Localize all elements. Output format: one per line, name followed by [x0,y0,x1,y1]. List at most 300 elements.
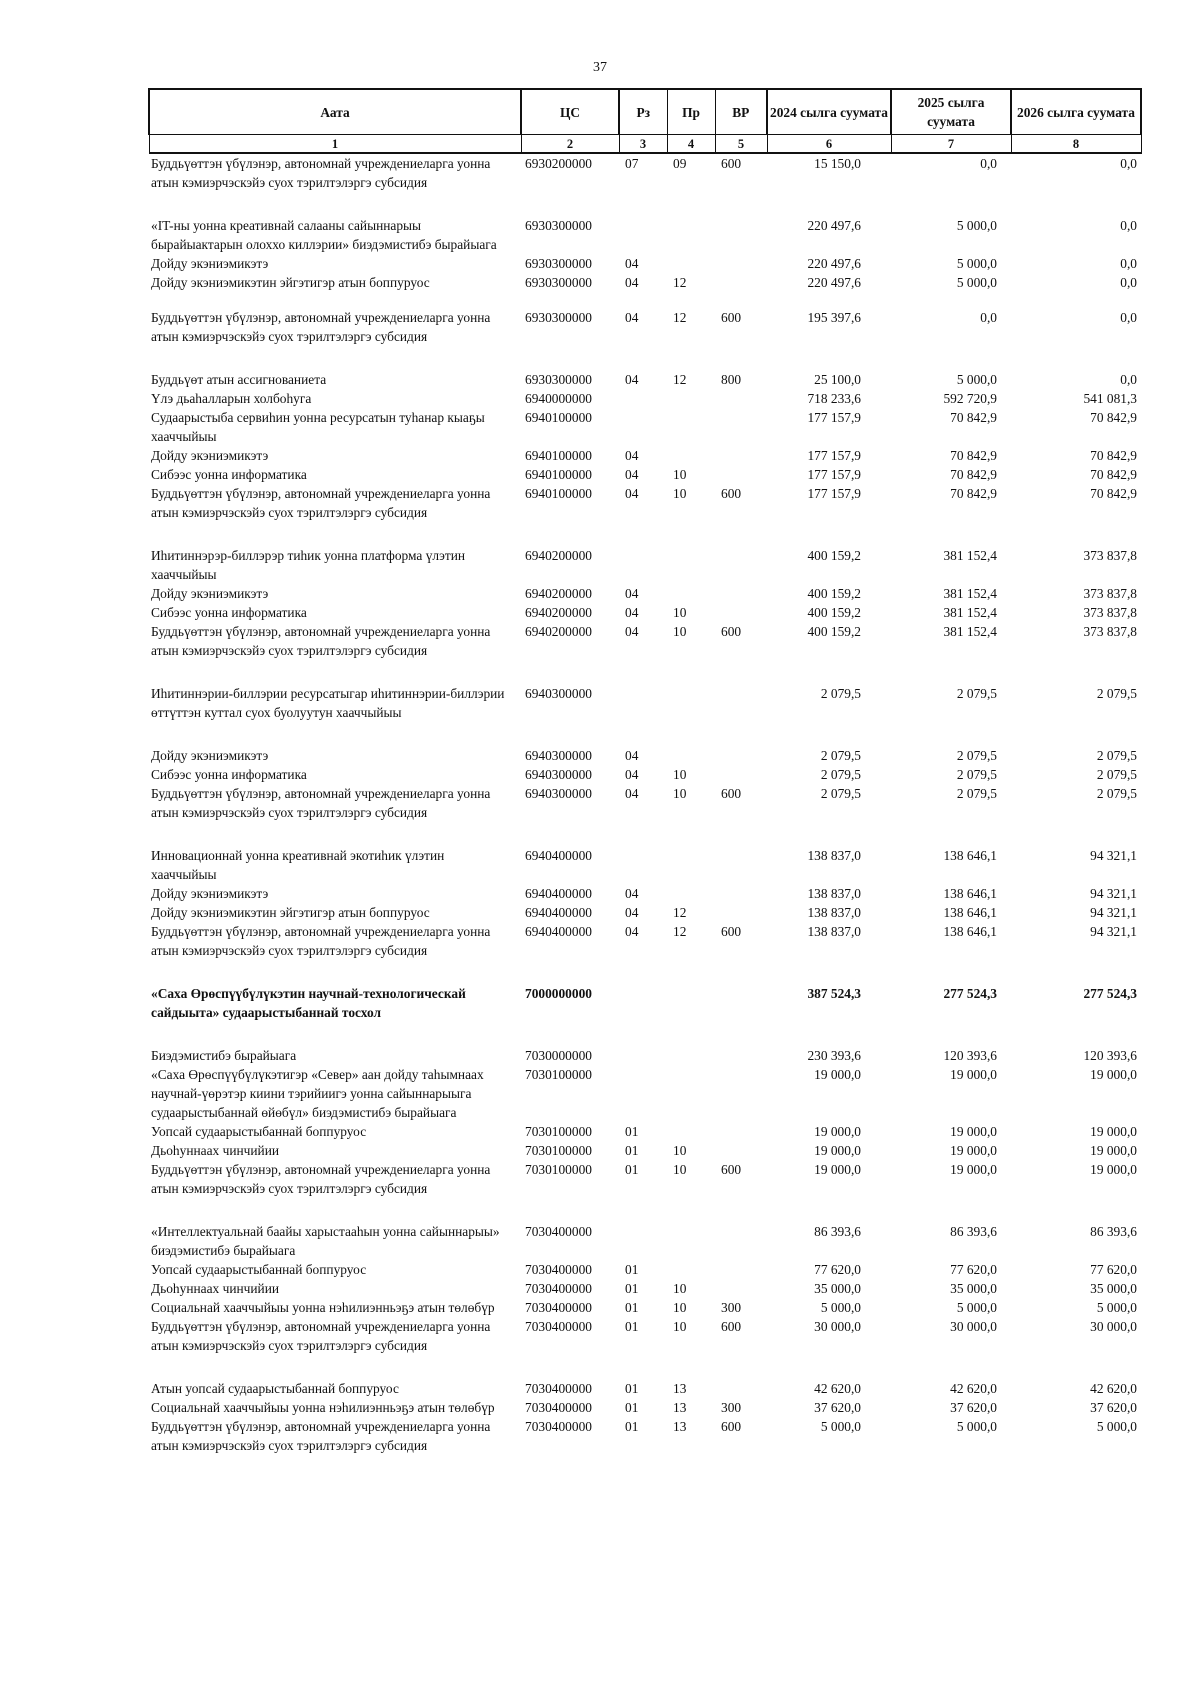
row-name: Буддьүөттэн үбүлэнэр, автономнай учреждениеларга уонна атын кэмиэрчэскэйэ суох тэрилтэлэргэ субсидия [151,486,491,520]
row-vr-code: 600 [721,156,742,171]
table-header [149,89,1141,153]
table-row [149,984,1141,1022]
row-cs-code: 6940200000 [525,605,592,620]
row-cs-code: 6930300000 [525,275,592,290]
row-amount-2024: 220 497,6 [807,275,861,290]
row-amount-2025: 70 842,9 [950,410,997,425]
row-cs-code: 7000000000 [525,986,592,1001]
row-spacer-cell [149,722,1141,746]
row-pr-code: 10 [673,467,687,482]
row-amount-2025: 30 000,0 [950,1319,997,1334]
row-amount-2026: 373 837,8 [1083,605,1137,620]
row-amount-2024: 35 000,0 [814,1281,861,1296]
row-vr-code: 600 [721,624,742,639]
row-pr-code: 12 [673,310,687,325]
row-name: «Саха Өрөспүүбүлүкэтин научнай-технологическай сайдыыта» судаарыстыбаннай тосхол [151,986,466,1020]
row-amount-2024: 19 000,0 [814,1067,861,1082]
row-pr-code [667,408,715,446]
row-amount-2024: 19 000,0 [814,1143,861,1158]
table-row [149,784,1141,822]
table-body [149,153,1141,1455]
row-amount-2026: 373 837,8 [1083,624,1137,639]
row-name: Сибээс уонна информатика [151,605,307,620]
row-amount-2025: 138 646,1 [943,848,997,863]
row-name: «Интеллектуальнай баайы харыстааһын уонна сайыннарыы» биэдэмистибэ бырайыага [151,1224,500,1258]
row-amount-2026: 19 000,0 [1090,1162,1137,1177]
column-number: 1 [149,135,521,154]
table-row [149,1160,1141,1198]
row-vr-code [715,984,767,1022]
column-number: 3 [619,135,667,154]
row-cs-code: 6940300000 [525,767,592,782]
row-amount-2025: 381 152,4 [943,624,997,639]
row-cs-code: 6940200000 [525,586,592,601]
row-amount-2025: 2 079,5 [956,786,997,801]
row-pr-code [667,584,715,603]
row-vr-code: 600 [721,924,742,939]
row-name: Буддьүөттэн үбүлэнэр, автономнай учреждениеларга уонна атын кэмиэрчэскэйэ суох тэрилтэлэргэ субсидия [151,1419,491,1453]
row-name: Буддьүөттэн үбүлэнэр, автономнай учреждениеларга уонна атын кэмиэрчэскэйэ суох тэрилтэлэргэ субсидия [151,1162,491,1196]
table-row [149,765,1141,784]
row-cs-code: 7030400000 [525,1419,592,1434]
row-amount-2025: 5 000,0 [956,1419,997,1434]
row-amount-2026: 70 842,9 [1090,486,1137,501]
row-spacer [149,292,1141,308]
row-name: «Саха Өрөспүүбүлүкэтигэр «Север» аан дойду таһымнаах научнай-үөрэтэр киини тэрийиигэ уонна сайыннарыыга судаарыстыбаннай өйөбүл» биэдэмистибэ бырайыага [151,1067,484,1120]
row-pr-code [667,389,715,408]
row-amount-2024: 86 393,6 [814,1224,861,1239]
row-pr-code [667,1046,715,1065]
row-amount-2026: 94 321,1 [1090,886,1137,901]
table-row [149,546,1141,584]
row-name: Үлэ дьаһалларын холбоһуга [151,391,312,406]
row-rz-code: 01 [625,1143,639,1158]
row-rz-code: 01 [625,1262,639,1277]
row-amount-2026: 19 000,0 [1090,1124,1137,1139]
table-row [149,1222,1141,1260]
header-cs: ЦС [521,89,619,135]
row-cs-code: 7030400000 [525,1400,592,1415]
row-cs-code: 6940400000 [525,848,592,863]
row-amount-2024: 177 157,9 [807,467,861,482]
row-name: Уопсай судаарыстыбаннай боппуруос [151,1262,367,1277]
row-cs-code: 6940100000 [525,410,592,425]
row-rz-code: 04 [625,786,639,801]
row-amount-2026: 0,0 [1120,275,1137,290]
row-amount-2024: 5 000,0 [820,1300,861,1315]
row-amount-2024: 230 393,6 [807,1048,861,1063]
row-amount-2026: 277 524,3 [1083,986,1137,1001]
row-cs-code: 6940400000 [525,905,592,920]
row-rz-code: 04 [625,256,639,271]
row-pr-code: 12 [673,905,687,920]
column-number: 5 [715,135,767,154]
row-cs-code: 6940400000 [525,886,592,901]
row-name: Социальнай хааччыйыы уонна нэһилиэнньэҕэ атын төлөбүр [151,1300,495,1315]
row-rz-code [619,684,667,722]
row-vr-code: 600 [721,1319,742,1334]
table-row [149,584,1141,603]
row-amount-2024: 400 159,2 [807,586,861,601]
page-number: 37 [593,60,607,75]
column-number: 8 [1011,135,1141,154]
row-amount-2025: 0,0 [980,310,997,325]
row-cs-code: 6940300000 [525,748,592,763]
row-amount-2026: 5 000,0 [1096,1419,1137,1434]
row-amount-2026: 373 837,8 [1083,586,1137,601]
row-rz-code [619,546,667,584]
row-pr-code: 10 [673,624,687,639]
row-vr-code [715,1065,767,1122]
row-amount-2026: 120 393,6 [1083,1048,1137,1063]
row-amount-2025: 42 620,0 [950,1381,997,1396]
table-row [149,484,1141,522]
row-rz-code: 04 [625,486,639,501]
table-row [149,603,1141,622]
row-rz-code: 04 [625,748,639,763]
row-name: Биэдэмистибэ бырайыага [151,1048,297,1063]
row-name: Буддьүөттэн үбүлэнэр, автономнай учреждениеларга уонна атын кэмиэрчэскэйэ суох тэрилтэлэргэ субсидия [151,786,491,820]
row-amount-2026: 0,0 [1120,372,1137,387]
row-vr-code [715,1279,767,1298]
row-name: Дьоһуннаах чинчийии [151,1143,280,1158]
table-row [149,1065,1141,1122]
table-row [149,1046,1141,1065]
table-row [149,684,1141,722]
table-row [149,408,1141,446]
row-name: Инновационнай уонна креативнай экотиһик үлэтин хааччыйыы [151,848,445,882]
row-amount-2025: 2 079,5 [956,686,997,701]
row-spacer-cell [149,346,1141,370]
row-amount-2024: 2 079,5 [820,786,861,801]
row-spacer [149,722,1141,746]
header-2026: 2026 сылга суумата [1011,89,1141,135]
header-pr: Пр [667,89,715,135]
row-rz-code: 04 [625,586,639,601]
row-amount-2025: 70 842,9 [950,486,997,501]
row-amount-2025: 592 720,9 [943,391,997,406]
row-spacer [149,660,1141,684]
row-spacer-cell [149,292,1141,308]
row-rz-code: 04 [625,310,639,325]
row-amount-2025: 19 000,0 [950,1143,997,1158]
row-rz-code: 01 [625,1300,639,1315]
row-vr-code: 600 [721,486,742,501]
row-amount-2024: 2 079,5 [820,686,861,701]
row-cs-code: 7030400000 [525,1381,592,1396]
header-vr: ВР [715,89,767,135]
row-vr-code [715,273,767,292]
row-pr-code [667,684,715,722]
row-amount-2025: 19 000,0 [950,1124,997,1139]
row-cs-code: 7030400000 [525,1281,592,1296]
table-row [149,884,1141,903]
row-pr-code: 10 [673,1319,687,1334]
row-rz-code: 01 [625,1281,639,1296]
row-cs-code: 6930300000 [525,256,592,271]
row-vr-code [715,1260,767,1279]
row-spacer [149,1198,1141,1222]
row-spacer-cell [149,1022,1141,1046]
row-rz-code: 01 [625,1419,639,1434]
row-amount-2026: 35 000,0 [1090,1281,1137,1296]
row-amount-2026: 77 620,0 [1090,1262,1137,1277]
row-pr-code [667,884,715,903]
table-row [149,622,1141,660]
row-vr-code [715,1122,767,1141]
row-amount-2025: 5 000,0 [956,275,997,290]
row-spacer [149,822,1141,846]
row-pr-code: 10 [673,1143,687,1158]
table-row [149,1298,1141,1317]
row-amount-2026: 86 393,6 [1090,1224,1137,1239]
row-pr-code: 10 [673,1281,687,1296]
row-rz-code: 04 [625,467,639,482]
table-row [149,1122,1141,1141]
row-amount-2025: 5 000,0 [956,372,997,387]
row-amount-2025: 2 079,5 [956,748,997,763]
header-2025: 2025 сылга суумата [891,89,1011,135]
row-amount-2024: 138 837,0 [807,886,861,901]
row-pr-code: 10 [673,486,687,501]
row-vr-code [715,446,767,465]
row-amount-2024: 77 620,0 [814,1262,861,1277]
row-pr-code [667,846,715,884]
table-row [149,254,1141,273]
row-amount-2024: 387 524,3 [807,986,861,1001]
row-vr-code [715,765,767,784]
row-rz-code: 01 [625,1381,639,1396]
row-pr-code [667,254,715,273]
row-vr-code: 600 [721,1419,742,1434]
row-vr-code [715,254,767,273]
row-cs-code: 6940200000 [525,548,592,563]
row-spacer [149,960,1141,984]
row-pr-code [667,1222,715,1260]
row-cs-code: 7030100000 [525,1067,592,1082]
row-pr-code [667,446,715,465]
table-row [149,370,1141,389]
row-amount-2025: 86 393,6 [950,1224,997,1239]
row-amount-2024: 15 150,0 [814,156,861,171]
row-amount-2025: 381 152,4 [943,586,997,601]
row-vr-code: 600 [721,1162,742,1177]
row-name: Атын уопсай судаарыстыбаннай боппуруос [151,1381,399,1396]
row-amount-2024: 37 620,0 [814,1400,861,1415]
row-cs-code: 7030100000 [525,1124,592,1139]
row-amount-2026: 0,0 [1120,310,1137,325]
row-name: Сибээс уонна информатика [151,467,307,482]
row-amount-2026: 0,0 [1120,156,1137,171]
row-vr-code [715,1379,767,1398]
row-name: Судаарыстыба сервиһин уонна ресурсатын туһанар кыаҕы хааччыйыы [151,410,485,444]
row-rz-code: 01 [625,1319,639,1334]
row-rz-code: 04 [625,448,639,463]
row-vr-code [715,1046,767,1065]
row-rz-code [619,216,667,254]
row-vr-code [715,684,767,722]
row-amount-2026: 94 321,1 [1090,905,1137,920]
row-spacer-cell [149,660,1141,684]
row-name: Буддьүөттэн үбүлэнэр, автономнай учреждениеларга уонна атын кэмиэрчэскэйэ суох тэрилтэлэргэ субсидия [151,310,491,344]
row-cs-code: 6940200000 [525,624,592,639]
row-spacer-cell [149,960,1141,984]
row-pr-code: 10 [673,1162,687,1177]
row-rz-code [619,408,667,446]
row-name: Сибээс уонна информатика [151,767,307,782]
row-amount-2025: 5 000,0 [956,218,997,233]
row-amount-2026: 19 000,0 [1090,1067,1137,1082]
row-amount-2026: 2 079,5 [1096,767,1137,782]
row-vr-code: 300 [721,1400,742,1415]
row-cs-code: 6940000000 [525,391,592,406]
row-amount-2024: 25 100,0 [814,372,861,387]
row-cs-code: 7030400000 [525,1300,592,1315]
row-rz-code: 04 [625,905,639,920]
row-vr-code [715,746,767,765]
table-row [149,446,1141,465]
row-name: Дойду экэниэмикэтэ [151,448,269,463]
row-amount-2026: 19 000,0 [1090,1143,1137,1158]
row-amount-2024: 138 837,0 [807,924,861,939]
header-rz: Рз [619,89,667,135]
row-cs-code: 6940100000 [525,486,592,501]
row-name: Буддьүөттэн үбүлэнэр, автономнай учреждениеларга уонна атын кэмиэрчэскэйэ суох тэрилтэлэргэ субсидия [151,1319,491,1353]
row-rz-code [619,1065,667,1122]
row-amount-2025: 5 000,0 [956,256,997,271]
table-row [149,1379,1141,1398]
row-pr-code: 13 [673,1419,687,1434]
row-name: Иһитиннэрэр-биллэрэр тиһик уонна платформа үлэтин хааччыйыы [151,548,466,582]
row-name: Дойду экэниэмикэтэ [151,748,269,763]
row-amount-2025: 37 620,0 [950,1400,997,1415]
row-pr-code: 09 [673,156,687,171]
row-cs-code: 6930300000 [525,372,592,387]
row-rz-code: 04 [625,372,639,387]
row-cs-code: 7030400000 [525,1262,592,1277]
row-amount-2024: 220 497,6 [807,256,861,271]
row-rz-code: 04 [625,605,639,620]
row-cs-code: 7030000000 [525,1048,592,1063]
row-cs-code: 6940300000 [525,686,592,701]
row-amount-2024: 177 157,9 [807,486,861,501]
row-amount-2026: 0,0 [1120,256,1137,271]
row-amount-2026: 541 081,3 [1083,391,1137,406]
row-amount-2025: 19 000,0 [950,1162,997,1177]
row-rz-code [619,846,667,884]
row-pr-code: 12 [673,275,687,290]
row-rz-code: 04 [625,767,639,782]
row-amount-2025: 138 646,1 [943,924,997,939]
row-pr-code [667,546,715,584]
row-vr-code [715,465,767,484]
row-amount-2024: 220 497,6 [807,218,861,233]
row-amount-2026: 0,0 [1120,218,1137,233]
row-pr-code [667,216,715,254]
table-row [149,1317,1141,1355]
table-row [149,846,1141,884]
row-pr-code [667,1260,715,1279]
row-amount-2025: 120 393,6 [943,1048,997,1063]
row-amount-2025: 381 152,4 [943,548,997,563]
row-cs-code: 6940400000 [525,924,592,939]
row-amount-2025: 277 524,3 [943,986,997,1001]
row-amount-2026: 2 079,5 [1096,686,1137,701]
row-amount-2024: 718 233,6 [807,391,861,406]
row-name: Уопсай судаарыстыбаннай боппуруос [151,1124,367,1139]
row-rz-code: 01 [625,1162,639,1177]
row-amount-2024: 195 397,6 [807,310,861,325]
row-spacer-cell [149,522,1141,546]
row-amount-2024: 400 159,2 [807,624,861,639]
row-amount-2025: 138 646,1 [943,905,997,920]
row-amount-2026: 70 842,9 [1090,448,1137,463]
row-vr-code [715,408,767,446]
row-spacer [149,522,1141,546]
row-amount-2025: 77 620,0 [950,1262,997,1277]
row-spacer-cell [149,1198,1141,1222]
row-spacer [149,192,1141,216]
row-name: Иһитиннэрии-биллэрии ресурсатыгар иһитиннэрии-биллэрии өттүттэн куттал суох буолуутун хааччыйыы [151,686,505,720]
row-rz-code: 07 [625,156,639,171]
row-amount-2025: 138 646,1 [943,886,997,901]
row-pr-code: 13 [673,1381,687,1396]
row-vr-code [715,584,767,603]
row-name: Буддьүөт атын ассигнованиета [151,372,327,387]
row-rz-code [619,984,667,1022]
row-amount-2024: 400 159,2 [807,548,861,563]
row-amount-2024: 138 837,0 [807,848,861,863]
row-amount-2024: 177 157,9 [807,448,861,463]
row-rz-code: 04 [625,275,639,290]
row-rz-code [619,389,667,408]
table-row [149,1141,1141,1160]
row-cs-code: 7030400000 [525,1319,592,1334]
row-name: Буддьүөттэн үбүлэнэр, автономнай учреждениеларга уонна атын кэмиэрчэскэйэ суох тэрилтэлэргэ субсидия [151,156,491,190]
row-vr-code: 800 [721,372,742,387]
row-amount-2024: 2 079,5 [820,748,861,763]
row-amount-2025: 19 000,0 [950,1067,997,1082]
row-vr-code [715,603,767,622]
table-row [149,308,1141,346]
row-name: Дойду экэниэмикэтин эйгэтигэр атын боппуруос [151,275,430,290]
row-cs-code: 6930200000 [525,156,592,171]
row-pr-code: 10 [673,1300,687,1315]
row-vr-code [715,1141,767,1160]
table-row [149,1417,1141,1455]
row-pr-code: 13 [673,1400,687,1415]
table-row [149,153,1141,192]
row-amount-2024: 42 620,0 [814,1381,861,1396]
row-amount-2025: 0,0 [980,156,997,171]
row-amount-2026: 70 842,9 [1090,410,1137,425]
row-amount-2026: 30 000,0 [1090,1319,1137,1334]
row-vr-code: 300 [721,1300,742,1315]
budget-table-container [148,88,1140,1455]
row-spacer-cell [149,192,1141,216]
row-pr-code: 10 [673,786,687,801]
row-amount-2026: 70 842,9 [1090,467,1137,482]
row-amount-2024: 138 837,0 [807,905,861,920]
row-cs-code: 6940100000 [525,448,592,463]
row-name: Дойду экэниэмикэтин эйгэтигэр атын боппуруос [151,905,430,920]
row-amount-2024: 19 000,0 [814,1162,861,1177]
row-cs-code: 6930300000 [525,310,592,325]
row-name: Дьоһуннаах чинчийии [151,1281,280,1296]
row-pr-code [667,746,715,765]
row-vr-code: 600 [721,786,742,801]
row-cs-code: 6940100000 [525,467,592,482]
